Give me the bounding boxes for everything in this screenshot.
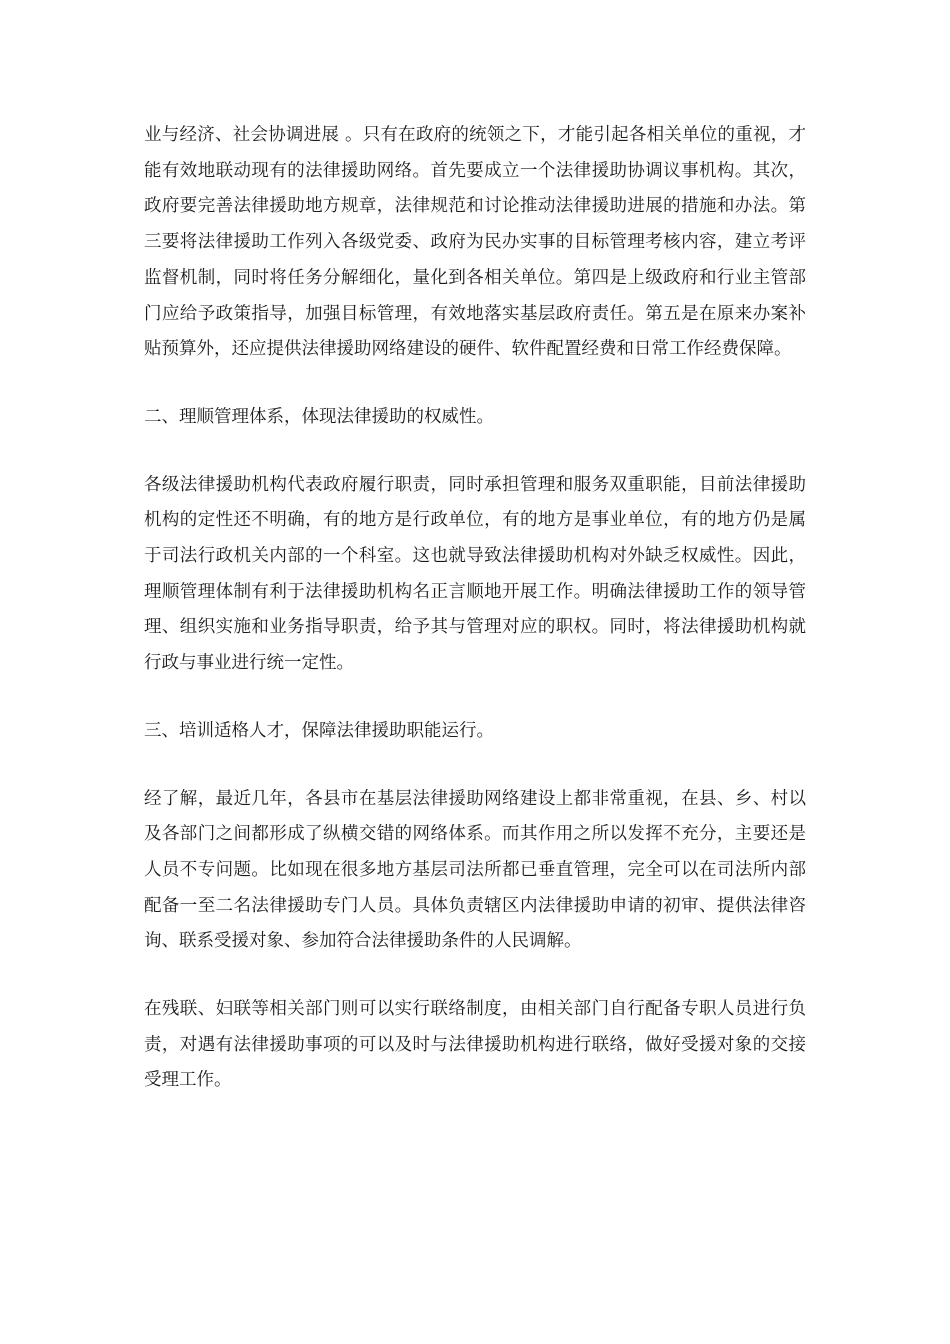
body-paragraph: 经了解，最近几年，各县市在基层法律援助网络建设上都非常重视，在县、乡、村以及各部门之间都形成了纵横交错的网络体系。而其作用之所以发挥不充分，主要还是人员不专问题。比如现在很多地方基层司法所都已垂直管理，完全可以在司法所内部配备一至二名法律援助专门人员。具体负责辖区内法律援助申请的初审、提供法律咨询、联系受援对象、参加符合法律援助条件的人民调解。: [144, 788, 806, 952]
document-body: [144, 118, 806, 1131]
body-paragraph: 在残联、妇联等相关部门则可以实行联络制度，由相关部门自行配备专职人员进行负责，对遇有法律援助事项的可以及时与法律援助机构进行联络，做好受援对象的交接受理工作。: [144, 999, 806, 1091]
body-paragraph: 各级法律援助机构代表政府履行职责，同时承担管理和服务双重职能，目前法律援助机构的定性还不明确，有的地方是行政单位，有的地方是事业单位，有的地方仍是属于司法行政机关内部的一个科室。这也就导致法律援助机构对外缺乏权威性。因此，理顺管理体制有利于法律援助机构名正言顺地开展工作。明确法律援助工作的领导管理、组织实施和业务指导职责，给予其与管理对应的职权。同时，将法律援助机构就行政与事业进行统一定性。: [144, 474, 806, 674]
body-paragraph: 业与经济、社会协调进展 。只有在政府的统领之下，才能引起各相关单位的重视，才能有效地联动现有的法律援助网络。首先要成立一个法律援助协调议事机构。其次，政府要完善法律援助地方规章，法律规范和讨论推动法律援助进展的措施和办法。第三要将法律援助工作列入各级党委、政府为民办实事的目标管理考核内容，建立考评监督机制，同时将任务分解细化，量化到各相关单位。第四是上级政府和行业主管部门应给予政策指导，加强目标管理，有效地落实基层政府责任。第五是在原来办案补贴预算外，还应提供法律援助网络建设的硬件、软件配置经费和日常工作经费保障。: [144, 125, 806, 360]
section-heading: 二、理顺管理体系，体现法律援助的权威性。: [144, 406, 494, 427]
section-heading: 三、培训适格人才，保障法律援助职能运行。: [144, 720, 494, 741]
